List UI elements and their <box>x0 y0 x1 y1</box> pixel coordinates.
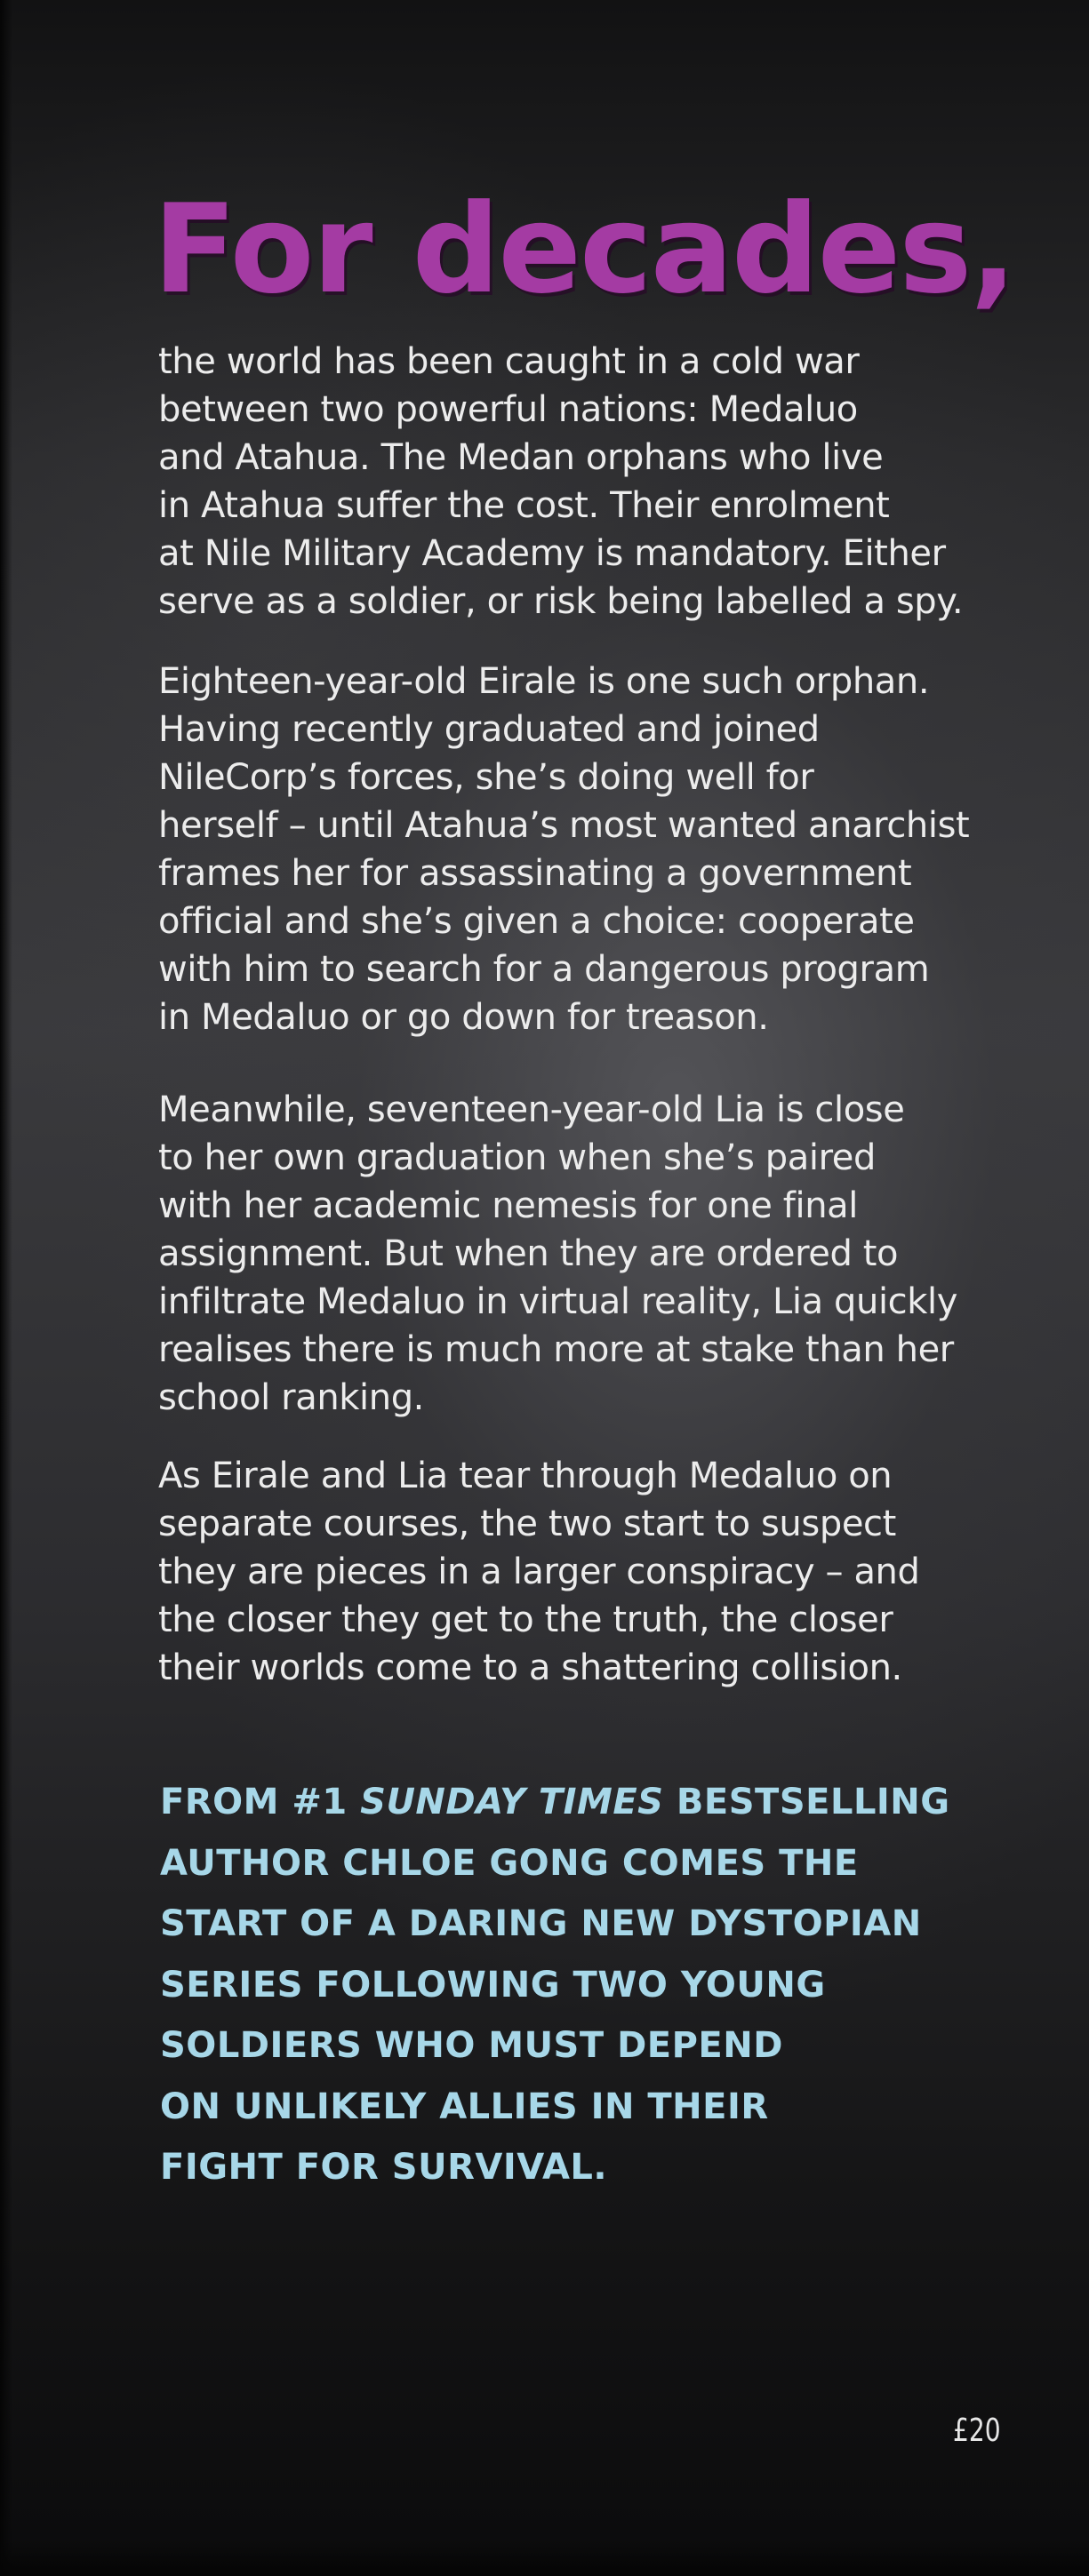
blurb-line: infiltrate Medaluo in virtual reality, Lia quickly <box>158 1281 958 1322</box>
blurb-paragraph-4 <box>158 1452 1047 1692</box>
tagline-text: FROM #1 <box>160 1782 361 1822</box>
cover-edge-shadow <box>0 0 12 2576</box>
blurb-line: serve as a soldier, or risk being labelled a spy. <box>158 581 964 622</box>
author-tagline <box>160 1772 1049 2198</box>
tagline-line: FIGHT FOR SURVIVAL. <box>160 2147 608 2188</box>
blurb-line: NileCorp’s forces, she’s doing well for <box>158 757 814 798</box>
blurb-line: the closer they get to the truth, the closer <box>158 1599 893 1640</box>
blurb-line: they are pieces in a larger conspiracy – and <box>158 1551 920 1592</box>
blurb-line: at Nile Military Academy is mandatory. Either <box>158 533 946 574</box>
blurb-line: Eighteen-year-old Eirale is one such orphan. <box>158 661 930 702</box>
tagline-line: ON UNLIKELY ALLIES IN THEIR <box>160 2086 769 2127</box>
blurb-line: school ranking. <box>158 1377 425 1418</box>
blurb-line: frames her for assassinating a government <box>158 853 912 894</box>
blurb-paragraph-3 <box>158 1086 1047 1422</box>
blurb-line: separate courses, the two start to suspect <box>158 1503 896 1544</box>
blurb-line: in Atahua suffer the cost. Their enrolment <box>158 485 890 526</box>
blurb-line: official and she’s given a choice: cooperate <box>158 901 915 942</box>
tagline-line: START OF A DARING NEW DYSTOPIAN <box>160 1903 922 1944</box>
price-label: £20 <box>953 2413 1001 2449</box>
blurb-line: assignment. But when they are ordered to <box>158 1233 899 1274</box>
tagline-text: BESTSELLING <box>663 1782 950 1822</box>
tagline-newspaper-title: SUNDAY TIMES <box>360 1782 664 1822</box>
blurb-line: between two powerful nations: Medaluo <box>158 389 858 430</box>
blurb-line: As Eirale and Lia tear through Medaluo on <box>158 1455 893 1496</box>
blurb-line: their worlds come to a shattering collision. <box>158 1647 902 1688</box>
blurb-paragraph-2 <box>158 658 1047 1041</box>
blurb-line: in Medaluo or go down for treason. <box>158 997 769 1038</box>
blurb-line: Meanwhile, seventeen-year-old Lia is close <box>158 1089 905 1130</box>
blurb-line: and Atahua. The Medan orphans who live <box>158 437 884 478</box>
blurb-line: Having recently graduated and joined <box>158 709 820 750</box>
headline: For decades, <box>153 178 1015 321</box>
cover-bottom-shadow <box>0 2540 1089 2576</box>
blurb-line: to her own graduation when she’s paired <box>158 1137 876 1178</box>
blurb-line: with her academic nemesis for one final <box>158 1185 858 1226</box>
tagline-line: SERIES FOLLOWING TWO YOUNG <box>160 1964 826 2006</box>
blurb-line: the world has been caught in a cold war <box>158 341 860 382</box>
blurb-paragraph-1 <box>158 338 1047 626</box>
blurb-line: realises there is much more at stake than her <box>158 1329 954 1370</box>
blurb-line: with him to search for a dangerous program <box>158 949 930 990</box>
tagline-line <box>160 1772 1049 1833</box>
blurb-line: herself – until Atahua’s most wanted anarchist <box>158 805 970 846</box>
tagline-line: AUTHOR CHLOE GONG COMES THE <box>160 1842 859 1884</box>
tagline-line: SOLDIERS WHO MUST DEPEND <box>160 2025 783 2066</box>
